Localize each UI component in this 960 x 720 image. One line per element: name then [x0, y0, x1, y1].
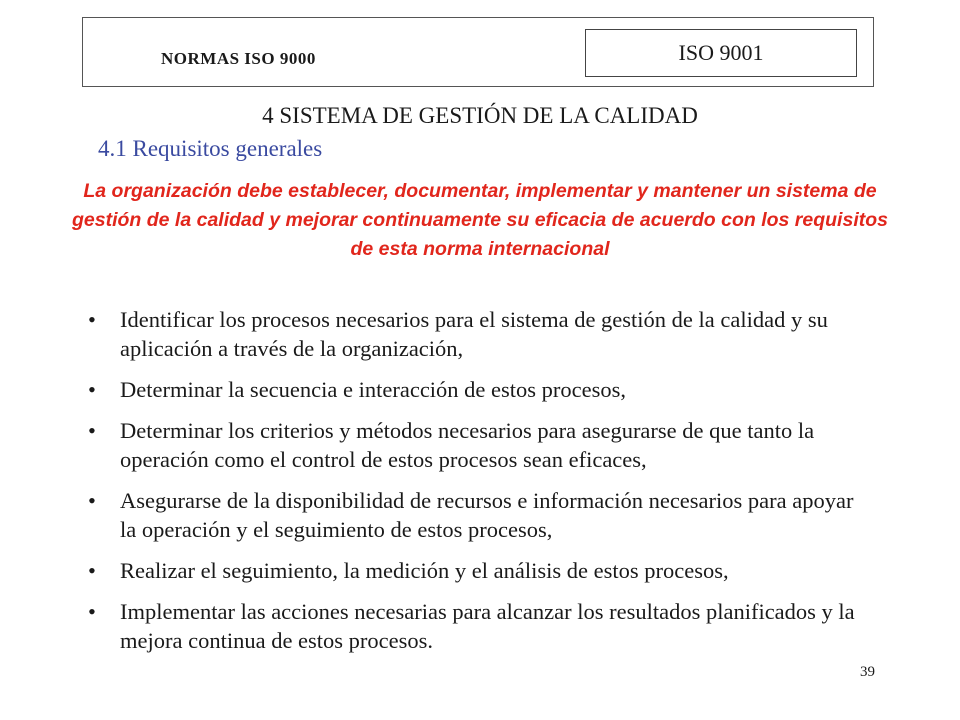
normas-label: NORMAS ISO 9000	[161, 49, 316, 68]
list-item	[88, 375, 858, 404]
bullet-icon: •	[88, 307, 96, 332]
bullet-icon: •	[88, 418, 96, 443]
list-item-text: Determinar la secuencia e interacción de estos procesos,	[120, 377, 627, 402]
list-item	[88, 556, 858, 585]
list-item-text: Identificar los procesos necesarios para el sistema de gestión de la calidad y su aplicación a través de la organización,	[120, 307, 828, 361]
list-item-text: Implementar las acciones necesarias para alcanzar los resultados planificados y la mejora continua de estos procesos.	[120, 599, 855, 653]
requirements-list	[88, 305, 858, 667]
header-box	[82, 17, 874, 87]
section-subtitle: 4.1 Requisitos generales	[98, 136, 323, 161]
list-item	[88, 416, 858, 474]
section-title: 4 SISTEMA DE GESTIÓN DE LA CALIDAD	[262, 103, 698, 128]
list-item-text: Realizar el seguimiento, la medición y el análisis de estos procesos,	[120, 558, 729, 583]
page-number: 39	[860, 664, 875, 680]
requirement-statement: La organización debe establecer, documentar, implementar y mantener un sistema de gestión de la calidad y mejorar continuamente su eficacia de acuerdo con los requisitos de esta norma internacional	[72, 180, 888, 260]
bullet-icon: •	[88, 377, 96, 402]
bullet-icon: •	[88, 599, 96, 624]
bullet-icon: •	[88, 558, 96, 583]
list-item	[88, 597, 858, 655]
list-item-text: Determinar los criterios y métodos necesarios para asegurarse de que tanto la operación como el control de estos procesos sean eficaces,	[120, 418, 815, 472]
bullet-icon: •	[88, 488, 96, 513]
list-item-text: Asegurarse de la disponibilidad de recursos e información necesarios para apoyar la operación y el seguimiento de estos procesos,	[120, 488, 854, 542]
list-item	[88, 486, 858, 544]
iso-label-box: ISO 9001	[585, 29, 857, 77]
list-item	[88, 305, 858, 363]
